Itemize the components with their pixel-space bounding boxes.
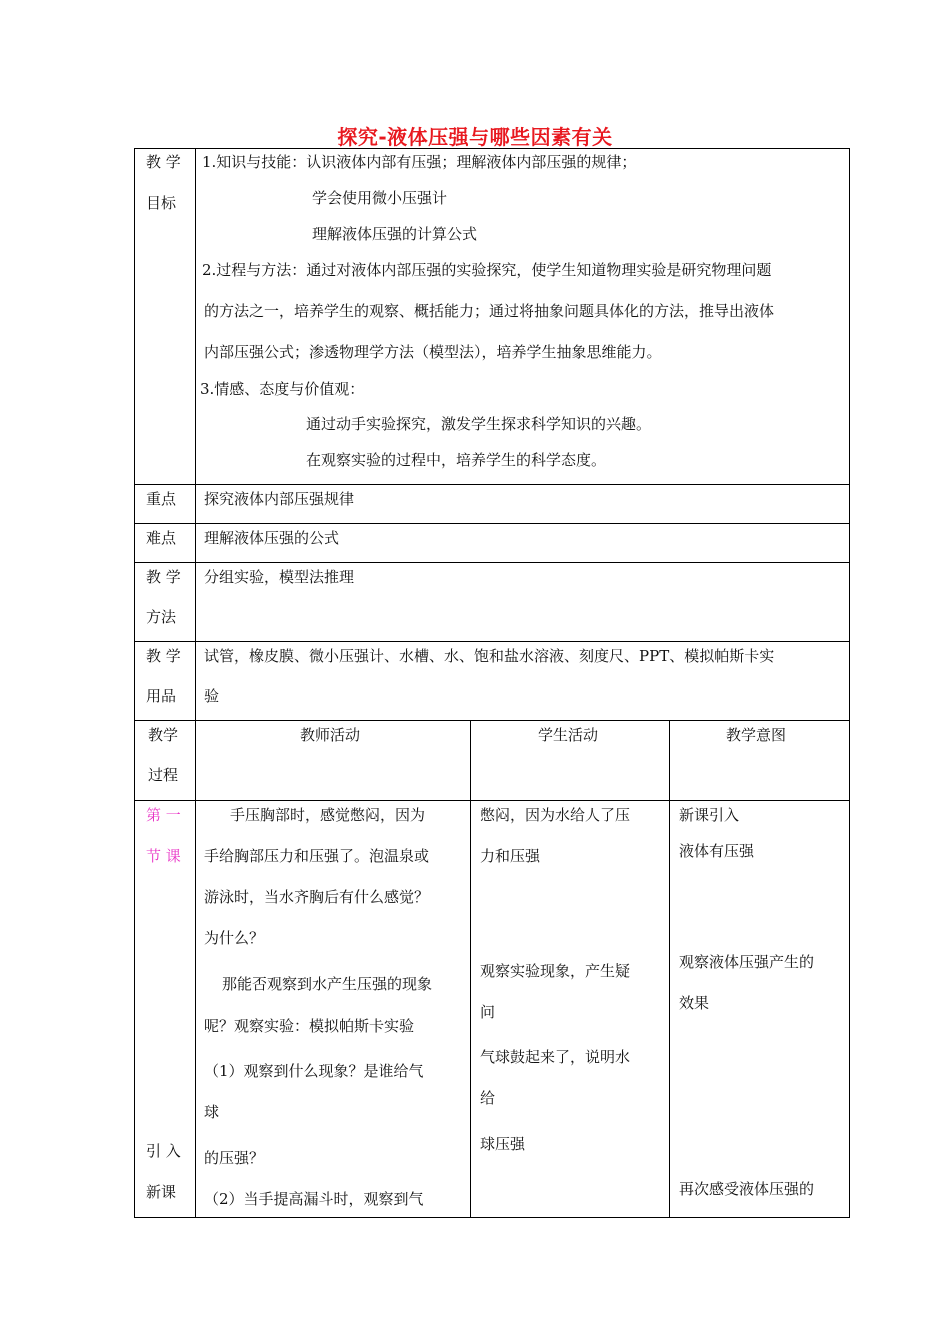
method-label: 教 学 bbox=[146, 568, 181, 586]
teacher-line: 手压胸部时，感觉憋闷，因为 bbox=[230, 806, 426, 824]
intent-line: 再次感受液体压强的 bbox=[679, 1180, 815, 1198]
teacher-line: 游泳时，当水齐胸后有什么感觉？ bbox=[204, 888, 430, 906]
objective-line: 通过动手实验探究，激发学生探求科学知识的兴趣。 bbox=[306, 415, 652, 433]
column-header-intent: 教学意图 bbox=[726, 726, 787, 744]
teacher-line: 为什么？ bbox=[204, 929, 265, 947]
materials-label: 用品 bbox=[146, 687, 177, 705]
objective-line: 3.情感、态度与价值观： bbox=[200, 380, 365, 398]
intent-line: 液体有压强 bbox=[679, 842, 755, 860]
materials-value: 试管，橡皮膜、微小压强计、水槽、水、饱和盐水溶液、刻度尺、PPT、模拟帕斯卡实 bbox=[204, 647, 775, 665]
objectives-label: 教 学 bbox=[146, 153, 181, 171]
teacher-line: 的压强？ bbox=[204, 1149, 265, 1167]
objectives-label: 目标 bbox=[146, 194, 177, 212]
intro-label: 新课 bbox=[146, 1183, 177, 1201]
objective-line: 1.知识与技能：认识液体内部有压强；理解液体内部压强的规律； bbox=[202, 153, 637, 171]
column-header-teacher: 教师活动 bbox=[300, 726, 361, 744]
objective-line: 学会使用微小压强计 bbox=[312, 189, 448, 207]
materials-value: 验 bbox=[204, 687, 220, 705]
student-line: 问 bbox=[480, 1003, 496, 1021]
student-line: 给 bbox=[480, 1089, 496, 1107]
column-header-student: 学生活动 bbox=[538, 726, 599, 744]
intent-line: 观察液体压强产生的 bbox=[679, 953, 815, 971]
process-label: 教学 bbox=[148, 726, 179, 744]
teacher-line: 球 bbox=[204, 1103, 220, 1121]
method-label: 方法 bbox=[146, 608, 177, 626]
difficulty-label: 难点 bbox=[146, 529, 177, 547]
teacher-line: 呢？观察实验：模拟帕斯卡实验 bbox=[204, 1017, 415, 1035]
student-line: 力和压强 bbox=[480, 847, 541, 865]
section-label: 第 一 bbox=[146, 806, 181, 824]
document-title: 探究-液体压强与哪些因素有关 bbox=[337, 125, 613, 149]
objective-line: 内部压强公式；渗透物理学方法（模型法），培养学生抽象思维能力。 bbox=[204, 343, 662, 361]
section-label: 节 课 bbox=[146, 847, 181, 865]
intent-line: 效果 bbox=[679, 994, 710, 1012]
student-line: 憋闷，因为水给人了压 bbox=[480, 806, 631, 824]
objective-line: 2.过程与方法：通过对液体内部压强的实验探究，使学生知道物理实验是研究物理问题 bbox=[202, 261, 772, 279]
teacher-line: （1）观察到什么现象？是谁给气 bbox=[204, 1062, 424, 1080]
student-line: 观察实验现象，产生疑 bbox=[480, 962, 631, 980]
intro-label: 引 入 bbox=[146, 1142, 181, 1160]
teacher-line: （2）当手提高漏斗时，观察到气 bbox=[204, 1190, 424, 1208]
student-line: 气球鼓起来了，说明水 bbox=[480, 1048, 631, 1066]
intent-line: 新课引入 bbox=[679, 806, 740, 824]
student-line: 球压强 bbox=[480, 1135, 526, 1153]
key-point-value: 探究液体内部压强规律 bbox=[204, 490, 355, 508]
lesson-plan-table bbox=[134, 148, 850, 1218]
objective-line: 的方法之一，培养学生的观察、概括能力；通过将抽象问题具体化的方法，推导出液体 bbox=[204, 302, 775, 320]
process-label: 过程 bbox=[148, 766, 179, 784]
objective-line: 在观察实验的过程中，培养学生的科学态度。 bbox=[306, 451, 607, 469]
difficulty-value: 理解液体压强的公式 bbox=[204, 529, 340, 547]
objective-line: 理解液体压强的计算公式 bbox=[312, 225, 478, 243]
teacher-line: 手给胸部压力和压强了。泡温泉或 bbox=[204, 847, 430, 865]
teacher-line: 那能否观察到水产生压强的现象 bbox=[222, 975, 433, 993]
method-value: 分组实验，模型法推理 bbox=[204, 568, 355, 586]
materials-label: 教 学 bbox=[146, 647, 181, 665]
key-point-label: 重点 bbox=[146, 490, 177, 508]
